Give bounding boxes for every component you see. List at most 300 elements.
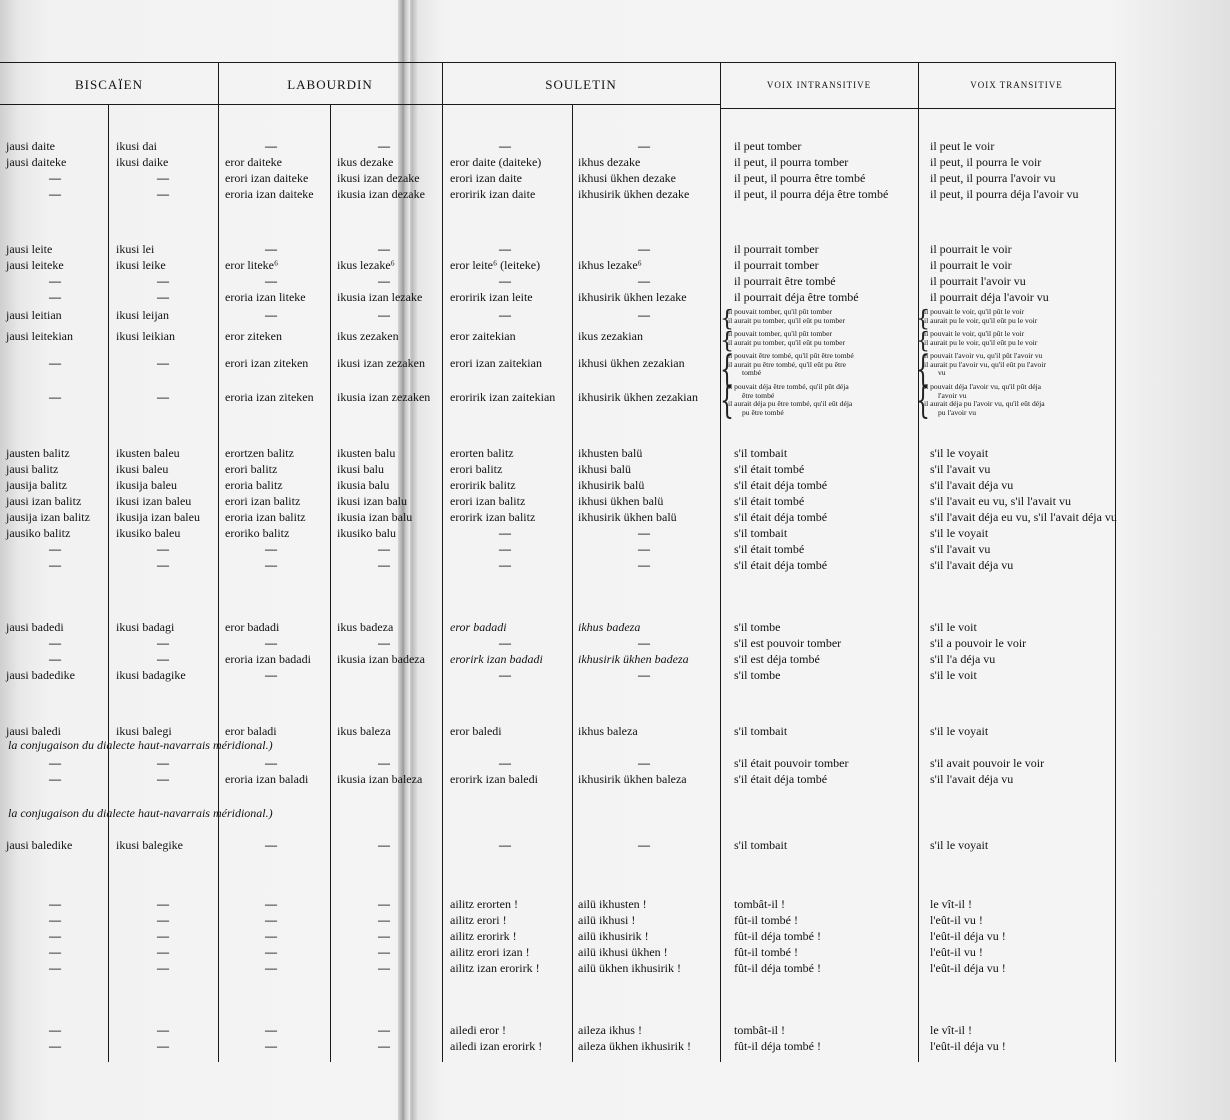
labourdin-verb-intransitive: eror ziteken [225, 329, 282, 343]
souletin-verb-transitive-dash: — [638, 274, 650, 288]
labourdin-verb-transitive: ikusia izan baleza [337, 772, 423, 786]
biscaien-verb-intransitive: jausi leitian [6, 308, 62, 322]
book-fold [398, 0, 410, 1120]
french-transitive: s'il le voyait [930, 724, 989, 738]
souletin-verb-intransitive: ailitz erori ! [450, 913, 507, 927]
biscaien-verb-intransitive-dash: — [49, 929, 61, 943]
french-intransitive-note: il aurait pu tomber, qu'il eût pu tomber [728, 337, 846, 347]
sub-column-rule [108, 104, 109, 1062]
biscaien-verb-transitive-dash: — [157, 961, 169, 975]
souletin-verb-intransitive-dash: — [499, 308, 511, 322]
labourdin-verb-intransitive: eroria izan liteke [225, 290, 306, 304]
souletin-verb-transitive: ikhusi ükhen dezake [578, 171, 676, 185]
sub-column-rule [572, 104, 573, 1062]
souletin-verb-intransitive: erorirk izan baledi [450, 772, 538, 786]
labourdin-verb-intransitive: erortzen balitz [225, 446, 294, 460]
french-intransitive-note: il aurait déja pu être tombé, qu'il eût déja [728, 399, 853, 409]
french-transitive: l'eût-il déja vu ! [930, 929, 1006, 943]
french-intransitive: fût-il déja tombé ! [734, 961, 821, 975]
french-transitive-note: il pouvait l'avoir vu, qu'il pût l'avoir vu [924, 351, 1043, 360]
french-transitive: il pourrait déja l'avoir vu [930, 290, 1049, 304]
souletin-verb-transitive: aileza ikhus ! [578, 1023, 642, 1037]
french-transitive: s'il le voit [930, 668, 977, 682]
labourdin-verb-intransitive: eroria izan ziteken [225, 390, 314, 404]
french-transitive: il peut le voir [930, 139, 995, 153]
french-intransitive: il pourrait tomber [734, 258, 819, 272]
souletin-verb-intransitive: eror baledi [450, 724, 502, 738]
souletin-verb-intransitive: erorten balitz [450, 446, 514, 460]
french-transitive: s'il l'avait déja vu [930, 772, 1014, 786]
souletin-verb-intransitive: eroririk balitz [450, 478, 516, 492]
biscaien-verb-transitive: ikusija izan baleu [116, 510, 200, 524]
labourdin-verb-transitive: ikusia balu [337, 478, 390, 492]
french-intransitive-note: il pouvait tomber, qu'il pût tomber [728, 329, 832, 338]
header-voix-transitive: VOIX TRANSITIVE [970, 80, 1063, 90]
souletin-verb-intransitive-dash: — [499, 558, 511, 572]
labourdin-verb-intransitive-dash: — [265, 945, 277, 959]
dialect-note: la conjugaison du dialecte haut-navarrais méridional.) [8, 738, 273, 752]
french-intransitive: fût-il tombé ! [734, 913, 798, 927]
french-transitive-note: il pouvait déja l'avoir vu, qu'il pût déja [924, 382, 1042, 391]
brace-icon: { [916, 349, 930, 393]
biscaien-verb-intransitive: jausi leiteke [6, 258, 64, 272]
biscaien-verb-transitive: ikusi izan baleu [116, 494, 192, 508]
brace-icon: { [720, 329, 734, 354]
french-transitive: il peut, il pourra l'avoir vu [930, 171, 1056, 185]
labourdin-verb-intransitive-dash: — [265, 558, 277, 572]
souletin-verb-transitive: ailü ikhusten ! [578, 897, 647, 911]
brace-icon: { [720, 380, 734, 424]
labourdin-verb-intransitive: eroria izan baladi [225, 772, 309, 786]
biscaien-verb-transitive: ikusi leijan [116, 308, 169, 322]
labourdin-verb-intransitive-dash: — [265, 242, 277, 256]
biscaien-verb-transitive-dash: — [157, 542, 169, 556]
souletin-verb-transitive: ikhusirik ükhen badeza [578, 652, 689, 666]
souletin-verb-transitive-dash: — [638, 756, 650, 770]
souletin-verb-transitive: ikhusirik ükhen baleza [578, 772, 687, 786]
french-intransitive: s'il tombait [734, 446, 788, 460]
biscaien-verb-intransitive: jausi leitekian [6, 329, 73, 343]
souletin-verb-intransitive-dash: — [499, 139, 511, 153]
labourdin-verb-intransitive: erori izan balitz [225, 494, 301, 508]
biscaien-verb-intransitive-dash: — [49, 558, 61, 572]
french-intransitive-note: tombé [742, 368, 761, 378]
biscaien-verb-transitive-dash: — [157, 636, 169, 650]
biscaien-verb-transitive-dash: — [157, 290, 169, 304]
souletin-verb-transitive: ikhusirik balü [578, 478, 645, 492]
french-transitive-note: il aurait pu l'avoir vu, qu'il eût pu l'avoir [924, 359, 1046, 369]
french-transitive-note: il aurait pu le voir, qu'il eût pu le voir [924, 315, 1038, 325]
biscaien-verb-transitive: ikusi badagi [116, 620, 175, 634]
souletin-verb-transitive-dash: — [638, 526, 650, 540]
souletin-verb-transitive-dash: — [638, 838, 650, 852]
biscaien-verb-transitive: ikusi lei [116, 242, 155, 256]
sub-column-rule [330, 104, 331, 1062]
souletin-verb-intransitive: eror leite⁶ (leiteke) [450, 258, 541, 272]
french-intransitive: s'il est pouvoir tomber [734, 636, 842, 650]
biscaien-verb-intransitive: jausi badedi [6, 620, 64, 634]
labourdin-verb-transitive-dash: — [378, 1039, 390, 1053]
biscaien-verb-transitive: ikusi badagike [116, 668, 186, 682]
souletin-verb-transitive-dash: — [638, 668, 650, 682]
biscaien-verb-transitive: ikusiko baleu [116, 526, 181, 540]
labourdin-verb-intransitive: eroria izan badadi [225, 652, 311, 666]
labourdin-verb-intransitive-dash: — [265, 139, 277, 153]
brace-icon: { [916, 329, 930, 354]
table-right-rule [1115, 62, 1116, 1062]
french-transitive-note: l'avoir vu [938, 390, 967, 400]
souletin-verb-transitive: ikhusi ükhen balü [578, 494, 664, 508]
labourdin-verb-transitive: ikus dezake [337, 155, 394, 169]
biscaien-verb-transitive-dash: — [157, 356, 169, 370]
french-transitive: s'il a pouvoir le voir [930, 636, 1027, 650]
french-intransitive: s'il tombait [734, 724, 788, 738]
french-transitive: s'il le voyait [930, 838, 989, 852]
labourdin-verb-intransitive-dash: — [265, 756, 277, 770]
french-intransitive: s'il était déja tombé [734, 558, 828, 572]
biscaien-verb-transitive: ikusi leike [116, 258, 166, 272]
labourdin-verb-intransitive-dash: — [265, 668, 277, 682]
souletin-verb-transitive: ikhusten balü [578, 446, 643, 460]
souletin-verb-transitive: ikhusi ükhen zezakian [578, 356, 685, 370]
souletin-verb-intransitive: ailitz erorten ! [450, 897, 518, 911]
french-intransitive: s'il était tombé [734, 542, 805, 556]
french-transitive: s'il l'avait déja eu vu, s'il l'avait déja vu [930, 510, 1117, 524]
biscaien-verb-intransitive-dash: — [49, 897, 61, 911]
french-transitive: il peut, il pourra déja l'avoir vu [930, 187, 1079, 201]
brace-icon: { [916, 307, 930, 332]
souletin-verb-intransitive: eroririk izan daite [450, 187, 536, 201]
biscaien-verb-transitive-dash: — [157, 274, 169, 288]
biscaien-verb-intransitive: jausi daite [6, 139, 55, 153]
french-transitive: s'il avait pouvoir le voir [930, 756, 1045, 770]
labourdin-verb-transitive-dash: — [378, 961, 390, 975]
biscaien-verb-intransitive: jausija balitz [6, 478, 67, 492]
header-voix-intransitive: VOIX INTRANSITIVE [766, 80, 872, 90]
header-souletin: SOULETIN [545, 77, 617, 92]
labourdin-verb-transitive: ikus baleza [337, 724, 391, 738]
labourdin-verb-transitive-dash: — [378, 636, 390, 650]
labourdin-verb-transitive-dash: — [378, 897, 390, 911]
french-transitive: s'il le voyait [930, 526, 989, 540]
labourdin-verb-transitive-dash: — [378, 929, 390, 943]
french-transitive: s'il l'avait vu [930, 462, 991, 476]
french-intransitive: fût-il tombé ! [734, 945, 798, 959]
labourdin-verb-transitive-dash: — [378, 945, 390, 959]
souletin-verb-transitive-dash: — [638, 308, 650, 322]
biscaien-verb-transitive-dash: — [157, 171, 169, 185]
labourdin-verb-intransitive: erori izan ziteken [225, 356, 309, 370]
french-transitive: il pourrait l'avoir vu [930, 274, 1026, 288]
souletin-verb-intransitive-dash: — [499, 274, 511, 288]
biscaien-verb-intransitive: jausi baledi [6, 724, 61, 738]
labourdin-verb-intransitive-dash: — [265, 897, 277, 911]
labourdin-verb-transitive-dash: — [378, 1023, 390, 1037]
souletin-verb-transitive: ikhus dezake [578, 155, 641, 169]
souletin-verb-intransitive: erori balitz [450, 462, 503, 476]
labourdin-verb-transitive: ikusia izan zezaken [337, 390, 431, 404]
souletin-verb-intransitive: erorirk izan badadi [450, 652, 543, 666]
labourdin-verb-intransitive: eror badadi [225, 620, 280, 634]
souletin-verb-intransitive-dash: — [499, 542, 511, 556]
souletin-verb-intransitive: ailedi eror ! [450, 1023, 506, 1037]
biscaien-verb-intransitive-dash: — [49, 356, 61, 370]
biscaien-verb-intransitive: jausi daiteke [6, 155, 67, 169]
labourdin-verb-intransitive: eror daiteke [225, 155, 282, 169]
french-transitive: s'il l'avait vu [930, 542, 991, 556]
french-intransitive-note: il aurait pu être tombé, qu'il eût pu être [728, 359, 846, 369]
biscaien-verb-transitive: ikusi dai [116, 139, 157, 153]
biscaien-verb-transitive: ikusten baleu [116, 446, 180, 460]
french-transitive: il pourrait le voir [930, 258, 1012, 272]
french-intransitive-note: il pouvait déja être tombé, qu'il pût déja [728, 382, 849, 391]
french-transitive: le vît-il ! [930, 1023, 972, 1037]
souletin-verb-intransitive: eror badadi [450, 620, 507, 634]
souletin-verb-intransitive-dash: — [499, 636, 511, 650]
labourdin-verb-intransitive-dash: — [265, 961, 277, 975]
labourdin-verb-intransitive-dash: — [265, 838, 277, 852]
labourdin-verb-intransitive-dash: — [265, 1023, 277, 1037]
column-rule [442, 62, 443, 1062]
souletin-verb-intransitive: ailitz erori izan ! [450, 945, 530, 959]
column-rule [218, 62, 219, 1062]
dialect-note: la conjugaison du dialecte haut-navarrais méridional.) [8, 806, 273, 820]
french-transitive: s'il le voyait [930, 446, 989, 460]
biscaien-verb-intransitive-dash: — [49, 1039, 61, 1053]
french-intransitive: s'il était déja tombé [734, 478, 828, 492]
labourdin-verb-transitive: ikus badeza [337, 620, 394, 634]
labourdin-verb-intransitive: erori balitz [225, 462, 278, 476]
labourdin-verb-intransitive: eror liteke⁶ [225, 258, 279, 272]
labourdin-verb-transitive-dash: — [378, 274, 390, 288]
french-intransitive: il peut tomber [734, 139, 802, 153]
french-intransitive: s'il tombe [734, 668, 781, 682]
french-transitive: s'il l'avait déja vu [930, 478, 1014, 492]
souletin-verb-intransitive: erori izan daite [450, 171, 522, 185]
french-transitive: s'il le voit [930, 620, 977, 634]
french-intransitive: s'il était tombé [734, 494, 805, 508]
souletin-verb-intransitive: ailedi izan erorirk ! [450, 1039, 543, 1053]
french-intransitive-note: pu être tombé [742, 407, 784, 417]
labourdin-verb-transitive: ikusia izan badeza [337, 652, 425, 666]
french-intransitive: s'il était tombé [734, 462, 805, 476]
biscaien-verb-transitive-dash: — [157, 945, 169, 959]
labourdin-verb-transitive: ikusiko balu [337, 526, 396, 540]
french-transitive: s'il l'avait eu vu, s'il l'avait vu [930, 494, 1071, 508]
labourdin-verb-transitive: ikusi izan dezake [337, 171, 420, 185]
souletin-verb-intransitive: eroririk izan zaitekian [450, 390, 556, 404]
french-intransitive: fût-il déja tombé ! [734, 929, 821, 943]
biscaien-verb-transitive: ikusi leikian [116, 329, 175, 343]
labourdin-verb-transitive: ikusten balu [337, 446, 396, 460]
souletin-verb-intransitive-dash: — [499, 668, 511, 682]
souletin-verb-transitive: ikhus baleza [578, 724, 638, 738]
biscaien-verb-transitive-dash: — [157, 1023, 169, 1037]
souletin-verb-intransitive: erorirk izan balitz [450, 510, 536, 524]
french-transitive-note: vu [938, 368, 946, 378]
biscaien-verb-intransitive-dash: — [49, 756, 61, 770]
biscaien-verb-intransitive: jausi leite [6, 242, 53, 256]
labourdin-verb-transitive-dash: — [378, 139, 390, 153]
french-intransitive: s'il tombait [734, 838, 788, 852]
french-transitive: l'eût-il déja vu ! [930, 1039, 1006, 1053]
biscaien-verb-intransitive-dash: — [49, 913, 61, 927]
french-transitive-note: il pouvait le voir, qu'il pût le voir [924, 329, 1025, 338]
labourdin-verb-transitive-dash: — [378, 913, 390, 927]
biscaien-verb-intransitive-dash: — [49, 290, 61, 304]
souletin-verb-transitive: ikus zezakian [578, 329, 643, 343]
biscaien-verb-intransitive-dash: — [49, 945, 61, 959]
labourdin-verb-transitive: ikusia izan lezake [337, 290, 423, 304]
labourdin-verb-transitive: ikus zezaken [337, 329, 399, 343]
souletin-verb-transitive: ikhusirik ükhen balü [578, 510, 677, 524]
labourdin-verb-transitive-dash: — [378, 542, 390, 556]
biscaien-verb-transitive-dash: — [157, 756, 169, 770]
biscaien-verb-intransitive: jausi baledike [6, 838, 73, 852]
souletin-verb-intransitive: erori izan zaitekian [450, 356, 542, 370]
biscaien-verb-intransitive: jausten balitz [6, 446, 70, 460]
french-intransitive: il pourrait déja être tombé [734, 290, 859, 304]
french-transitive: il pourrait le voir [930, 242, 1012, 256]
labourdin-verb-intransitive-dash: — [265, 929, 277, 943]
biscaien-verb-intransitive-dash: — [49, 542, 61, 556]
biscaien-verb-intransitive: jausi balitz [6, 462, 59, 476]
biscaien-verb-transitive-dash: — [157, 772, 169, 786]
biscaien-verb-intransitive-dash: — [49, 961, 61, 975]
french-intransitive-note: il pouvait tomber, qu'il pût tomber [728, 307, 832, 316]
souletin-verb-transitive: ikhusirik ükhen zezakian [578, 390, 698, 404]
french-intransitive: il pourrait tomber [734, 242, 819, 256]
french-intransitive-note: être tombé [742, 390, 775, 400]
biscaien-verb-transitive-dash: — [157, 913, 169, 927]
souletin-verb-transitive: ikhus lezake⁶ [578, 258, 642, 272]
biscaien-verb-intransitive: jausi izan balitz [6, 494, 82, 508]
labourdin-verb-transitive-dash: — [378, 308, 390, 322]
french-transitive-note: il aurait pu le voir, qu'il eût pu le voir [924, 337, 1038, 347]
biscaien-verb-intransitive-dash: — [49, 171, 61, 185]
labourdin-verb-intransitive-dash: — [265, 308, 277, 322]
labourdin-verb-intransitive-dash: — [265, 1039, 277, 1053]
french-intransitive-note: il aurait pu tomber, qu'il eût pu tomber [728, 315, 846, 325]
french-intransitive: s'il était déja tombé [734, 510, 828, 524]
souletin-verb-intransitive-dash: — [499, 838, 511, 852]
souletin-verb-transitive: ikhusirik ükhen lezake [578, 290, 687, 304]
french-transitive: le vît-il ! [930, 897, 972, 911]
french-transitive: l'eût-il vu ! [930, 945, 983, 959]
biscaien-verb-transitive: ikusi balegi [116, 724, 172, 738]
souletin-verb-intransitive-dash: — [499, 242, 511, 256]
labourdin-verb-intransitive-dash: — [265, 636, 277, 650]
french-intransitive-note: il pouvait être tombé, qu'il pût être tombé [728, 351, 854, 360]
labourdin-verb-transitive: ikusi izan balu [337, 494, 407, 508]
labourdin-verb-intransitive-dash: — [265, 542, 277, 556]
labourdin-verb-intransitive: erori izan daiteke [225, 171, 309, 185]
french-intransitive: il peut, il pourra déja être tombé [734, 187, 889, 201]
french-intransitive: s'il était pouvoir tomber [734, 756, 849, 770]
souletin-verb-intransitive: eror daite (daiteke) [450, 155, 542, 169]
french-intransitive: il peut, il pourra être tombé [734, 171, 866, 185]
biscaien-verb-intransitive-dash: — [49, 772, 61, 786]
biscaien-verb-intransitive-dash: — [49, 187, 61, 201]
labourdin-verb-intransitive: eror baladi [225, 724, 277, 738]
souletin-verb-intransitive: ailitz izan erorirk ! [450, 961, 540, 975]
biscaien-verb-intransitive-dash: — [49, 390, 61, 404]
labourdin-verb-transitive-dash: — [378, 838, 390, 852]
souletin-verb-transitive-dash: — [638, 558, 650, 572]
souletin-verb-intransitive: erori izan balitz [450, 494, 526, 508]
labourdin-verb-transitive: ikusi balu [337, 462, 384, 476]
header-biscaien: BISCAÏEN [75, 77, 143, 92]
souletin-verb-transitive: ikhusi balü [578, 462, 631, 476]
labourdin-verb-transitive-dash: — [378, 756, 390, 770]
french-transitive: il peut, il pourra le voir [930, 155, 1042, 169]
french-transitive: l'eût-il vu ! [930, 913, 983, 927]
souletin-verb-transitive-dash: — [638, 139, 650, 153]
labourdin-verb-transitive: ikus lezake⁶ [337, 258, 395, 272]
biscaien-verb-transitive-dash: — [157, 390, 169, 404]
souletin-verb-intransitive-dash: — [499, 526, 511, 540]
french-transitive: s'il l'a déja vu [930, 652, 996, 666]
souletin-verb-intransitive: ailitz erorirk ! [450, 929, 517, 943]
brace-icon: { [720, 307, 734, 332]
biscaien-verb-intransitive-dash: — [49, 652, 61, 666]
biscaien-verb-transitive: ikusija baleu [116, 478, 177, 492]
labourdin-verb-intransitive: eroria balitz [225, 478, 283, 492]
biscaien-verb-transitive: ikusi daike [116, 155, 169, 169]
french-intransitive: tombât-il ! [734, 1023, 785, 1037]
brace-icon: { [720, 349, 734, 393]
french-intransitive: il pourrait être tombé [734, 274, 836, 288]
souletin-verb-transitive: ikhus badeza [578, 620, 641, 634]
souletin-verb-transitive: ailü ikhusi ! [578, 913, 636, 927]
labourdin-verb-transitive-dash: — [378, 558, 390, 572]
labourdin-verb-transitive-dash: — [378, 242, 390, 256]
french-intransitive: tombât-il ! [734, 897, 785, 911]
french-transitive-note: il aurait déja pu l'avoir vu, qu'il eût déja [924, 399, 1045, 409]
labourdin-verb-intransitive: eroria izan daiteke [225, 187, 314, 201]
biscaien-verb-intransitive-dash: — [49, 636, 61, 650]
souletin-verb-intransitive: eroririk izan leite [450, 290, 533, 304]
biscaien-verb-intransitive-dash: — [49, 1023, 61, 1037]
biscaien-verb-transitive-dash: — [157, 558, 169, 572]
biscaien-verb-intransitive-dash: — [49, 274, 61, 288]
biscaien-verb-transitive-dash: — [157, 929, 169, 943]
french-intransitive: s'il tombait [734, 526, 788, 540]
biscaien-verb-intransitive: jausi badedike [6, 668, 75, 682]
souletin-verb-transitive: ailü ikhusi ükhen ! [578, 945, 668, 959]
souletin-verb-transitive-dash: — [638, 542, 650, 556]
labourdin-verb-intransitive: eroriko balitz [225, 526, 290, 540]
labourdin-verb-intransitive: eroria izan balitz [225, 510, 306, 524]
labourdin-verb-intransitive-dash: — [265, 274, 277, 288]
biscaien-verb-transitive: ikusi balegike [116, 838, 183, 852]
souletin-verb-transitive-dash: — [638, 242, 650, 256]
biscaien-verb-intransitive: jausija izan balitz [6, 510, 90, 524]
french-intransitive: s'il est déja tombé [734, 652, 820, 666]
french-intransitive: s'il tombe [734, 620, 781, 634]
souletin-verb-intransitive-dash: — [499, 756, 511, 770]
biscaien-verb-transitive-dash: — [157, 1039, 169, 1053]
souletin-verb-transitive: ailü ikhusirik ! [578, 929, 649, 943]
column-rule [918, 62, 919, 1062]
labourdin-verb-intransitive-dash: — [265, 913, 277, 927]
biscaien-verb-transitive-dash: — [157, 652, 169, 666]
french-intransitive: il peut, il pourra tomber [734, 155, 849, 169]
souletin-verb-intransitive: eror zaitekian [450, 329, 516, 343]
french-transitive: s'il l'avait déja vu [930, 558, 1014, 572]
biscaien-verb-transitive-dash: — [157, 187, 169, 201]
souletin-verb-transitive: aileza ükhen ikhusirik ! [578, 1039, 691, 1053]
